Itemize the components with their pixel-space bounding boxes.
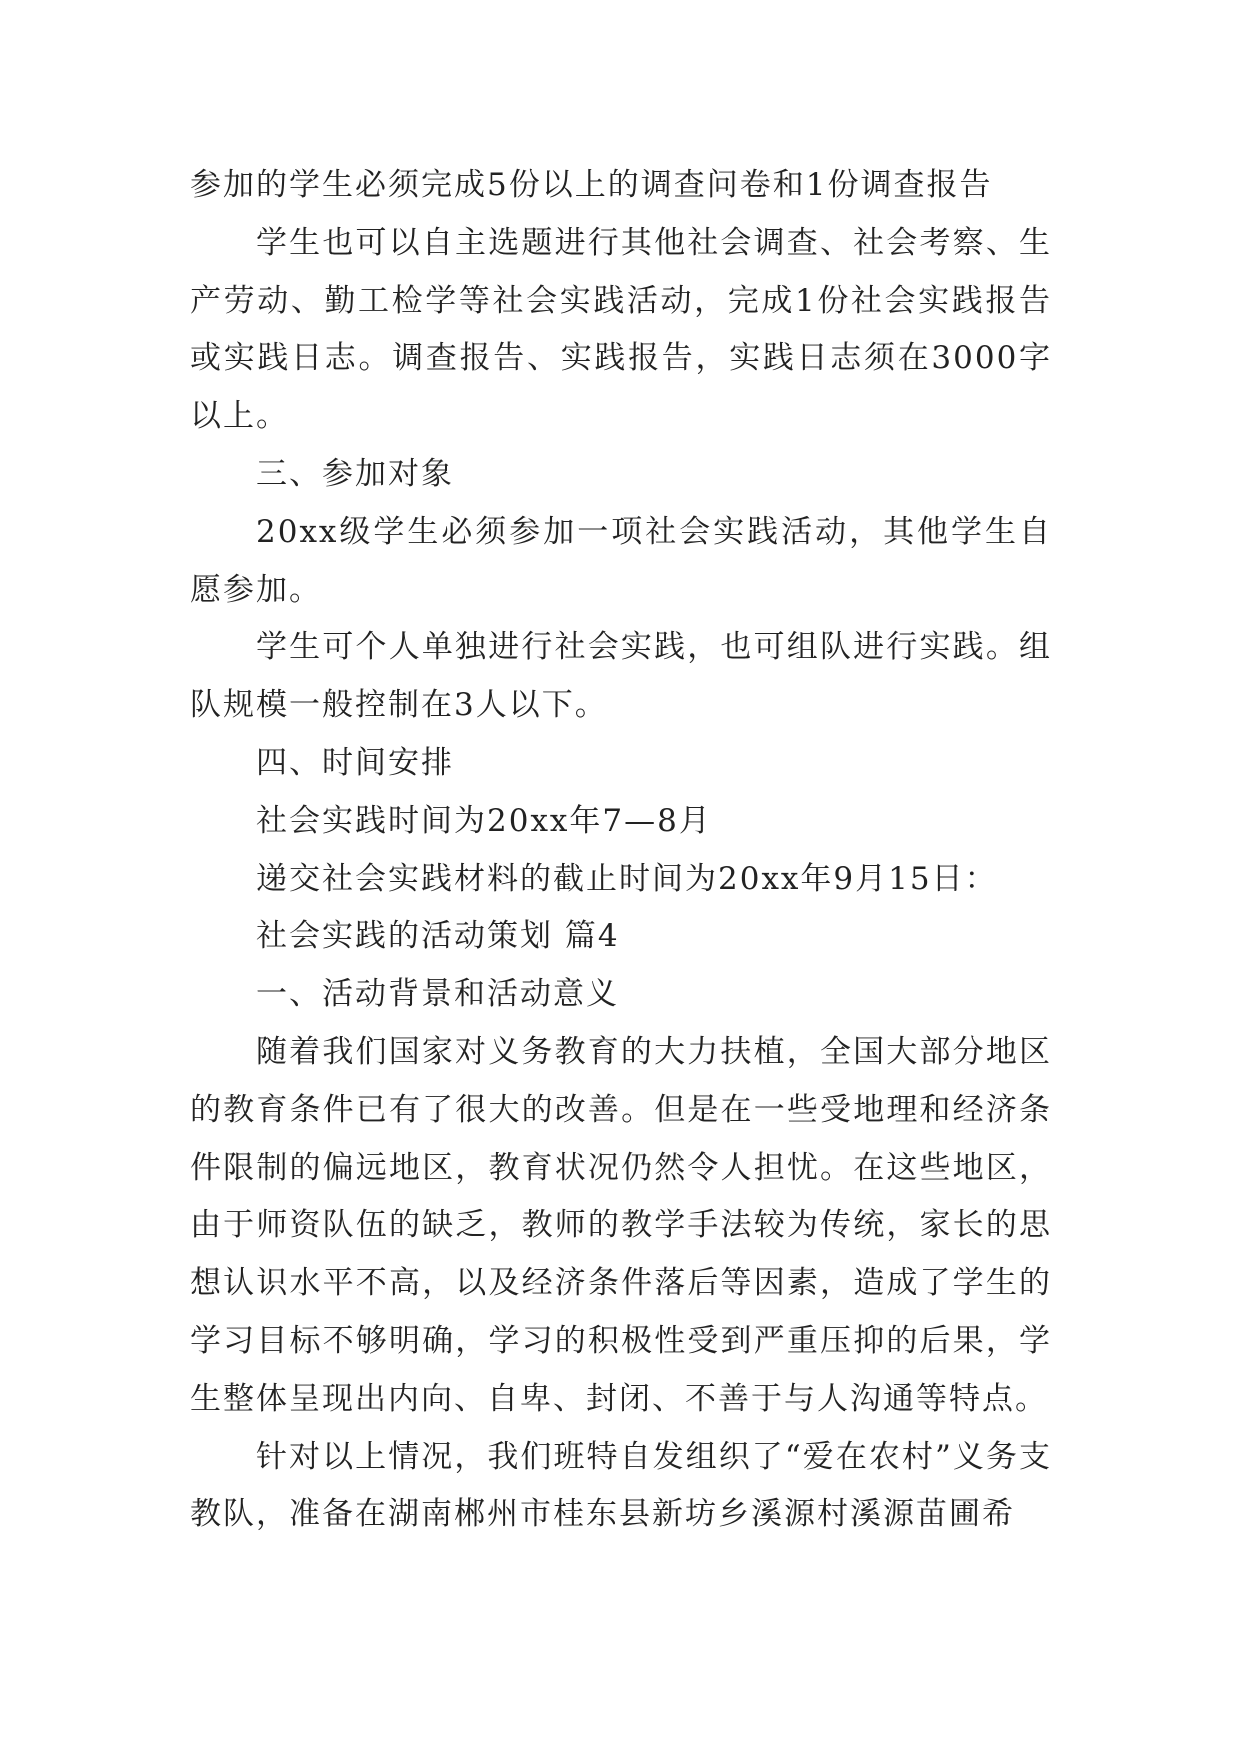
paragraph: 递交社会实践材料的截止时间为20xx年9月15日： — [256, 860, 998, 897]
article-title: 社会实践的活动策划 篇4 — [256, 918, 620, 955]
paragraph: 社会实践时间为20xx年7—8月 — [256, 802, 712, 839]
paragraph: 参加的学生必须完成5份以上的调查问卷和1份调查报告 — [190, 167, 993, 203]
section-heading: 四、时间安排 — [256, 744, 454, 781]
paragraph: 学生也可以自主选题进行其他社会调查、社会考察、生产劳动、勤工检学等社会实践活动，完成1份社会实践报告或实践日志。调查报告、实践报告，实践日志须在3000字以上。 — [190, 224, 1052, 435]
document-body — [190, 157, 1052, 1544]
paragraph: 学生可个人单独进行社会实践，也可组队进行实践。组队规模一般控制在3人以下。 — [190, 629, 1052, 724]
paragraph: 随着我们国家对义务教育的大力扶植，全国大部分地区的教育条件已有了很大的改善。但是在一些受地理和经济条件限制的偏远地区，教育状况仍然令人担忧。在这些地区，由于师资队伍的缺乏，教师的教学手法较为传统，家长的思想认识水平不高，以及经济条件落后等因素，造成了学生的学习目标不够明确，学习的积极性受到严重压抑的后果，学生整体呈现出内向、自卑、封闭、不善于与人沟通等特点。 — [190, 1033, 1052, 1417]
paragraph: 20xx级学生必须参加一项社会实践活动，其他学生自愿参加。 — [190, 513, 1052, 608]
section-heading: 一、活动背景和活动意义 — [256, 976, 619, 1013]
section-heading: 三、参加对象 — [256, 455, 454, 492]
paragraph: 针对以上情况，我们班特自发组织了“爱在农村”义务支教队，准备在湖南郴州市桂东县新坊乡溪源村溪源苗圃希 — [190, 1438, 1052, 1533]
